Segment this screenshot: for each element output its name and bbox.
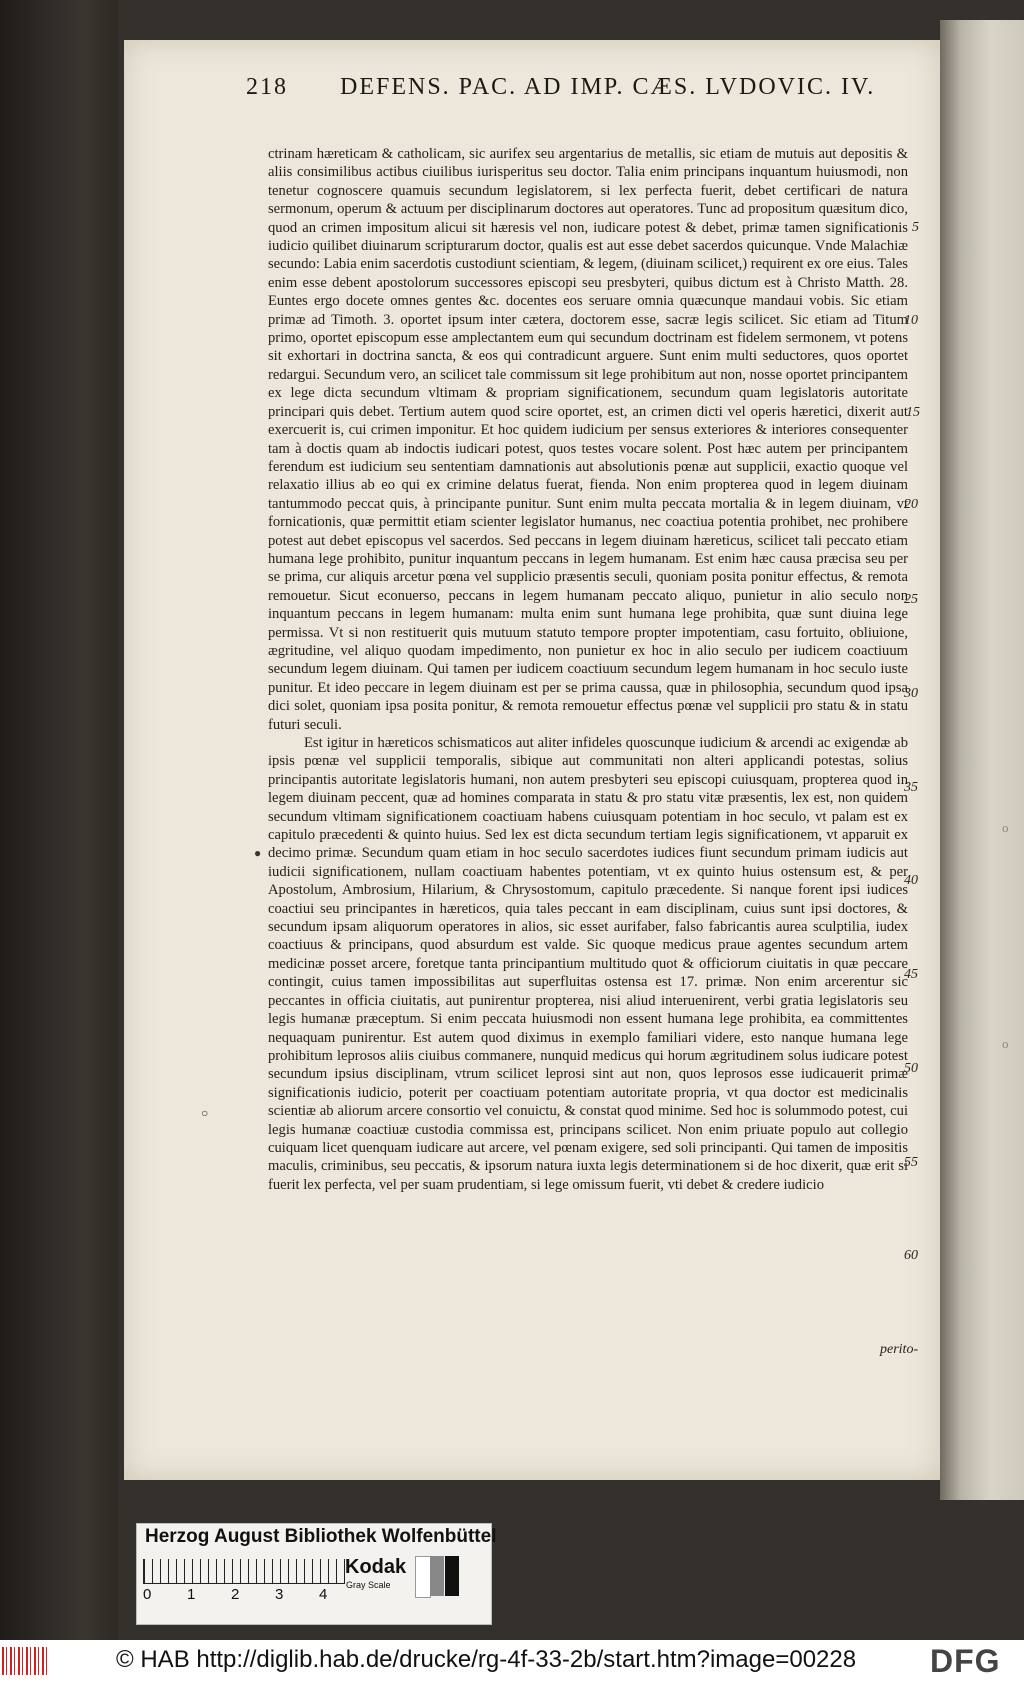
paragraph: ctrinam hæreticam & catholicam, sic aurifex seu argentarius de metallis, sic etiam de mutuis aut depositis & aliis consimilibus actibus ciuilibus iurisperitus seu doctor. Talia enim principans inquantum huiusmodi, non tenetur cognoscere quamuis secundum legislatorem, si lex perfecta fuerit, debet certificari de natura sermonum, operum & actuum per disciplinarum doctores aut operatores. Tunc ad propositum quæsitum dico, quod an crimen impositum alicui sit hæresis vel non, iudicare potest & debet, primæ tamen significationis iudicio quilibet diuinarum scripturarum doctor, qualis est aut esse debet sacerdos quicunque. Vnde Malachiæ secundo: Labia enim sacerdotis custodiunt scientiam, & legem, (diuinam scilicet,) requirent ex ore eius. Tales enim esse debent apostolorum successores episcopi seu presbyteri, quibus dictum est à Christo Matth. 28. Euntes ergo docete omnes gentes &c. docentes eos seruare omnia quæcunque mandaui vobis. Sic etiam primæ ad Timoth. 3. oportet ipsum inter cætera, doctorem esse, sacræ legis scilicet. Sic etiam ad Titum primo, oportet episcopum esse amplectantem eum qui secundum doctrinam est fidelem sermonem, vt potens sit exhortari in doctrina sancta, & eos qui contradicunt arguere. Sunt enim multi seductores, quos oportet redargui. Secundum vero, an scilicet tale commissum sit lege prohibitum aut non, nosse oportet principantem ex lege dicta secundum vltimam & propriam significationem, secundum quam legislatoris autoritate principari quis debet. Tertium autem quod scire oportet, est, an crimen dicti vel operis hæretici, dixerit aut exercuerit is, cui crimen imponitur. Et hoc quidem iudicium per sensus exteriores & interiores consequenter tam à doctis quam ab indoctis iudicari potest, quos testes vocare solent. Post hæc autem per principantem ferendum est iudicium seu sententiam damnationis aut absolutionis pœnæ aut supplicii, exactio quoque vel relaxatio illius ab eo qui ex crimine delatus fuerat, fienda. Non enim propterea quod in legem diuinam tantummodo peccat quis, à principante punitur. Sunt enim multa peccata mortalia & in legem diuinam, vt fornicationis, quæ permittit etiam scienter legislator humanus, nec coactiua potentia prohibet, nec prohibere potest aut debet episcopus vel sacerdos. Sed peccans in legem diuinam hæreticus, scilicet tali peccato etiam humana lege prohibito, punitur inquantum peccans in legem humanam. Est enim hæc causa præcisa seu per se prima, cur aliquis arcetur pœna vel supplicio præsentis seculi, quoniam posita ponitur effectus, & remota remouetur. Sicut econuerso, peccans in legem humanam peccato aliquo, punietur in alio seculo non inquantum peccans in legem humanam: multa enim sunt humana lege prohibita, quæ sunt diuina lege permissa. Vt si non restituerit quis mutuum statuto tempore propter impotentiam, casu fortuito, obliuione, ægritudine, vel aliquo quodam impedimento, non punietur ex hoc in alio seculo per iudicem coactiuum secundum legem diuinam. Qui tamen per iudicem coactiuum secundum legem humanam in hoc seculo iuste punitur. Et ideo peccare in legem diuinam est per se prima caussa, quæ in philosophia, secundum quod ipsa dici solet, quoniam ipsa posita ponitur, & remota remouetur effectus pœnæ vel supplicii pro statu & in statu futuri seculi.: [268, 146, 908, 733]
ruler-tick-label: 1: [187, 1586, 196, 1603]
line-number: 20: [904, 497, 918, 512]
line-number: 40: [904, 873, 918, 888]
ruler-tick-label: 0: [143, 1586, 152, 1603]
line-number: 45: [904, 967, 918, 982]
line-number: 35: [904, 780, 918, 795]
footer-bar: [0, 1640, 1024, 1683]
gray-patch-icon: [415, 1556, 431, 1598]
line-number: 60: [904, 1248, 918, 1263]
page-number: 218: [246, 74, 288, 100]
line-number: 25: [904, 592, 918, 607]
footer-credit[interactable]: © HAB http://diglib.hab.de/drucke/rg-4f-33-2b/start.htm?image=00228: [116, 1646, 857, 1673]
running-head: [120, 74, 940, 104]
line-number: 5: [912, 220, 919, 235]
library-label: Herzog August Bibliothek Wolfenbüttel: [145, 1526, 497, 1547]
color-scale-card: [136, 1523, 497, 1625]
gray-scale-label: Gray Scale: [346, 1580, 391, 1590]
ruler-ticks: [143, 1586, 353, 1606]
ruler-tick-label: 3: [275, 1586, 284, 1603]
line-number: 30: [904, 686, 918, 701]
line-number: 10: [904, 313, 918, 328]
gray-patch-icon: [430, 1556, 444, 1596]
facing-page-edge: [940, 20, 1024, 1500]
line-number: 55: [904, 1155, 918, 1170]
margin-dot-icon: ●: [254, 846, 262, 860]
facing-page-mark: o: [1002, 820, 1009, 835]
facing-page-mark: o: [1002, 1036, 1009, 1051]
ruler-icon: [143, 1559, 345, 1584]
ruler-tick-label: 4: [319, 1586, 328, 1603]
paragraph: Est igitur in hæreticos schismaticos aut aliter infideles quoscunque iudicium & arcendi ac exigendæ ab ipsis pœnæ vel supplicii temporalis, sibique aut communitati non alteri applicandi potestas, solius principantis autoritate legislatoris humani, non autem presbyteri seu episcopi cuiusquam, propterea quod in legem diuinam peccent, quæ ad homines comparata in statu & pro statu vitæ præsentis, lex est, non quidem secundum vltimam significationem coactiuam habens cuiusquam potentiam in hoc seculo, vt palam est ex capitulo præcedenti & quinto huius. Sed lex est dicta secundum tertiam legis significationem, vt apparuit ex decimo primæ. Secundum quam etiam in hoc seculo sacerdotes iudices fiunt secundum primam iudicis aut iudicii significationem, nullam coactiuam habentes potentiam, vt ex quinto huius ostensum est, & per Apostolum, Ambrosium, Hilarium, & Chrysostomum, capitulo præcedente. Si nanque forent ipsi iudices coactiui seu principantes in hæreticos, quia tales peccant in eam disciplinam, cuius sunt ipsi doctores, & secundum ipsam aliquorum operatores in alios, sic esset aurifaber, falso fabricantis aurea sculptilia, iudex coactiuus & principans, quod absurdum est valde. Sic quoque medicus praue agentes secundum artem medicinæ posset arcere, foretque tanta principantium multitudo quot & officiorum ciuitatis in quæ peccare contingit, cuius tamen impossibilitas aut superfluitas ostensa est 17. primæ. Non enim arcerentur sic peccantes in officia ciuitatis, aut punirentur propterea, nisi aliud interuenirent, verbi gratia legislatoris seu legis humanæ præceptum. Si enim peccata huiusmodi non essent humana lege prohibita, ea committentes nequaquam punirentur. Est autem quod diximus in exemplo familiari videre, esto nanque humana lege prohibitum leprosos aliis ciuibus commanere, nunquid medicus qui horum ægritudinem solus iudicare potest secundum ipsius disciplinam, vtrum scilicet leprosi sint aut non, quos leprosos esse iudicauerit primæ significationis iudicio, poterit per coactiuam potentiam autoritate propria, vt qua doctor est medicinalis scientiæ ab aliorum arcere consortio vel conuictu, & constat quod minime. Sed hoc is solummodo potest, cui legis humanæ coactiuæ custodia commissa est, principans scilicet. Non enim priuate populo aut collegio cuiquam licet quenquam iudicare aut arcere, vel pœnam exigere, sed soli principanti. Qui tamen de impositis maculis, criminibus, seu peccatis, & ipsorum natura iuxta legis determinationem si de hoc dixerit, quæ erit si fuerit lex perfecta, vel per suam prudentiam, si lege omissum fuerit, vti debet & credere iudicio: [268, 735, 908, 1193]
margin-dot-icon: ○: [201, 1106, 209, 1120]
line-number: 50: [904, 1061, 918, 1076]
barcode-icon: [2, 1647, 48, 1675]
ruler-tick-label: 2: [231, 1586, 240, 1603]
body-text: [268, 145, 908, 1194]
catchword: perito-: [880, 1342, 919, 1357]
line-number: 15: [906, 405, 920, 420]
running-head-title: DEFENS. PAC. AD IMP. CÆS. LVDOVIC. IV.: [340, 74, 876, 100]
gray-patch-icon: [445, 1556, 459, 1596]
kodak-label: Kodak: [345, 1556, 407, 1578]
dfg-logo: DFG: [930, 1643, 1001, 1679]
book-gutter-shadow: [0, 0, 118, 1640]
